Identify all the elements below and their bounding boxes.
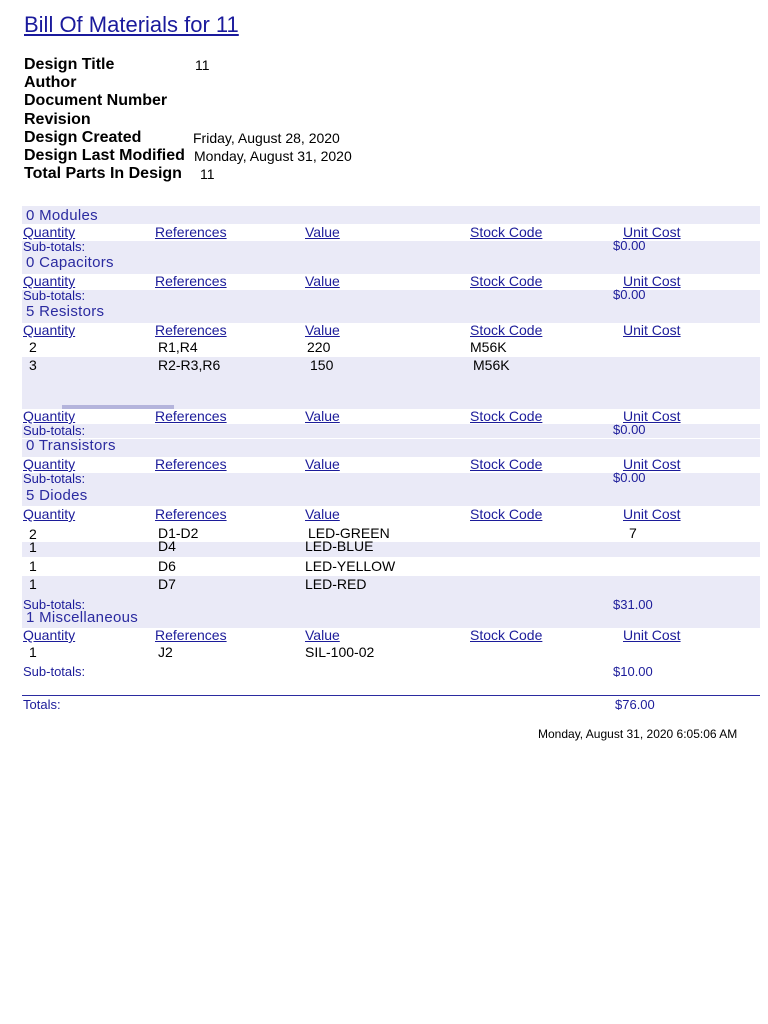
capacitors-header-stock-code[interactable]: Stock Code — [470, 273, 543, 289]
resistors-header-unit-cost[interactable]: Unit Cost — [623, 322, 681, 338]
table-row-cell-unit-cost: 7 — [629, 525, 637, 541]
page-title[interactable]: Bill Of Materials for 11 — [24, 12, 239, 37]
miscellaneous-header-quantity[interactable]: Quantity — [23, 627, 76, 643]
diodes-header-stock-code[interactable]: Stock Code — [470, 506, 543, 522]
capacitors-header-value[interactable]: Value — [305, 273, 340, 289]
table-row-cell-quantity: 1 — [29, 558, 37, 574]
overlapped-subtotal-value: $0.00 — [613, 422, 646, 437]
overlapped-header-value[interactable]: Value — [305, 408, 340, 424]
capacitors-header-quantity[interactable]: Quantity — [23, 273, 76, 289]
diodes-header-references[interactable]: References — [155, 506, 227, 522]
miscellaneous-header-unit-cost[interactable]: Unit Cost — [623, 627, 681, 643]
capacitors-section-title: 0 Capacitors — [26, 254, 114, 271]
table-row-cell-references: D6 — [158, 558, 176, 574]
totals-label: Totals: — [23, 697, 61, 712]
overlapped-header-quantity[interactable]: Quantity — [23, 408, 76, 424]
modules-subtotal-label: Sub-totals: — [23, 239, 86, 254]
design-created-value: Friday, August 28, 2020 — [193, 130, 340, 146]
miscellaneous-subtotal-value: $10.00 — [613, 664, 653, 679]
overlapped-subtotal-label: Sub-totals: — [23, 423, 86, 438]
transistors-subtotal-value: $0.00 — [613, 470, 646, 485]
diodes-subtotal-label: Sub-totals: — [23, 597, 86, 612]
totals-divider — [22, 695, 760, 696]
diodes-section-title: 5 Diodes — [26, 487, 88, 504]
totals-value: $76.00 — [615, 697, 655, 712]
table-row-cell-value: 220 — [307, 339, 331, 355]
table-row-cell-value: 150 — [310, 357, 334, 373]
transistors-header-quantity[interactable]: Quantity — [23, 456, 76, 472]
diodes-row-band — [22, 542, 760, 557]
transistors-subtotal-label: Sub-totals: — [23, 471, 86, 486]
miscellaneous-header-stock-code[interactable]: Stock Code — [470, 627, 543, 643]
transistors-title-band — [22, 439, 760, 457]
overlapped-subtotal-band — [22, 424, 760, 438]
table-row-cell-references: J2 — [158, 644, 173, 660]
table-row-cell-quantity: 1 — [29, 644, 37, 660]
resistors-header-value[interactable]: Value — [305, 322, 340, 338]
modules-header-stock-code[interactable]: Stock Code — [470, 224, 543, 240]
capacitors-header-unit-cost[interactable]: Unit Cost — [623, 273, 681, 289]
modules-title-band — [22, 206, 760, 224]
total-parts-value: 11 — [200, 166, 215, 182]
transistors-header-references[interactable]: References — [155, 456, 227, 472]
miscellaneous-section-title: 1 Miscellaneous — [26, 609, 139, 626]
resistors-title-band — [22, 305, 760, 323]
table-row-cell-stock-code: M56K — [473, 357, 510, 373]
resistors-header-references[interactable]: References — [155, 322, 227, 338]
design-title-value: 11 — [195, 57, 210, 73]
capacitors-header-references[interactable]: References — [155, 273, 227, 289]
design-title-label: Design Title — [24, 56, 115, 73]
transistors-header-stock-code[interactable]: Stock Code — [470, 456, 543, 472]
transistors-header-unit-cost[interactable]: Unit Cost — [623, 456, 681, 472]
table-row-cell-stock-code: M56K — [470, 339, 507, 355]
modules-subtotal-band — [22, 241, 760, 256]
capacitors-subtotal-value: $0.00 — [613, 287, 646, 302]
table-row-cell-value: LED-BLUE — [305, 538, 374, 554]
table-row-cell-references: D7 — [158, 576, 176, 592]
table-row-cell-references: D1-D2 — [158, 525, 199, 541]
table-row-cell-quantity: 2 — [29, 526, 37, 542]
design-last-modified-label: Design Last Modified — [24, 147, 185, 164]
table-row-cell-references: R2-R3,R6 — [158, 357, 221, 373]
diodes-subtotal-value: $31.00 — [613, 597, 653, 612]
design-created-label: Design Created — [24, 129, 142, 146]
transistors-header-value[interactable]: Value — [305, 456, 340, 472]
resistors-header-quantity[interactable]: Quantity — [23, 322, 76, 338]
modules-header-references[interactable]: References — [155, 224, 227, 240]
table-row-cell-value: LED-RED — [305, 576, 367, 592]
modules-header-value[interactable]: Value — [305, 224, 340, 240]
report-timestamp: Monday, August 31, 2020 6:05:06 AM — [538, 727, 738, 741]
resistors-section-title: 5 Resistors — [26, 303, 105, 320]
diodes-header-quantity[interactable]: Quantity — [23, 506, 76, 522]
miscellaneous-header-references[interactable]: References — [155, 627, 227, 643]
document-number-label: Document Number — [24, 92, 168, 109]
resistors-header-stock-code[interactable]: Stock Code — [470, 322, 543, 338]
diodes-header-unit-cost[interactable]: Unit Cost — [623, 506, 681, 522]
table-row-cell-quantity: 1 — [29, 576, 37, 592]
table-row-cell-quantity: 3 — [29, 357, 37, 373]
revision-label: Revision — [24, 111, 91, 128]
modules-header-unit-cost[interactable]: Unit Cost — [623, 224, 681, 240]
table-row-cell-value: LED-YELLOW — [305, 558, 396, 574]
transistors-subtotal-band — [22, 473, 760, 488]
capacitors-subtotal-label: Sub-totals: — [23, 288, 86, 303]
overlapped-header-references[interactable]: References — [155, 408, 227, 424]
overlapped-header-unit-cost[interactable]: Unit Cost — [623, 408, 681, 424]
author-label: Author — [24, 74, 77, 91]
miscellaneous-subtotal-label: Sub-totals: — [23, 664, 86, 679]
modules-section-title: 0 Modules — [26, 207, 98, 224]
total-parts-label: Total Parts In Design — [24, 165, 182, 182]
resistors-row-band — [22, 357, 760, 389]
diodes-title-band — [22, 488, 760, 506]
capacitors-title-band — [22, 256, 760, 274]
design-last-modified-value: Monday, August 31, 2020 — [194, 148, 352, 164]
modules-header-quantity[interactable]: Quantity — [23, 224, 76, 240]
diodes-header-value[interactable]: Value — [305, 506, 340, 522]
capacitors-subtotal-band — [22, 290, 760, 305]
modules-subtotal-value: $0.00 — [613, 238, 646, 253]
transistors-section-title: 0 Transistors — [26, 437, 116, 454]
overlapped-header-stock-code[interactable]: Stock Code — [470, 408, 543, 424]
table-row-cell-value: SIL-100-02 — [305, 644, 375, 660]
table-row-cell-references: D4 — [158, 538, 176, 554]
miscellaneous-header-value[interactable]: Value — [305, 627, 340, 643]
table-row-cell-value: LED-GREEN — [308, 525, 390, 541]
table-row-cell-quantity: 1 — [29, 539, 37, 555]
table-row-cell-quantity: 2 — [29, 339, 37, 355]
table-row-cell-references: R1,R4 — [158, 339, 198, 355]
